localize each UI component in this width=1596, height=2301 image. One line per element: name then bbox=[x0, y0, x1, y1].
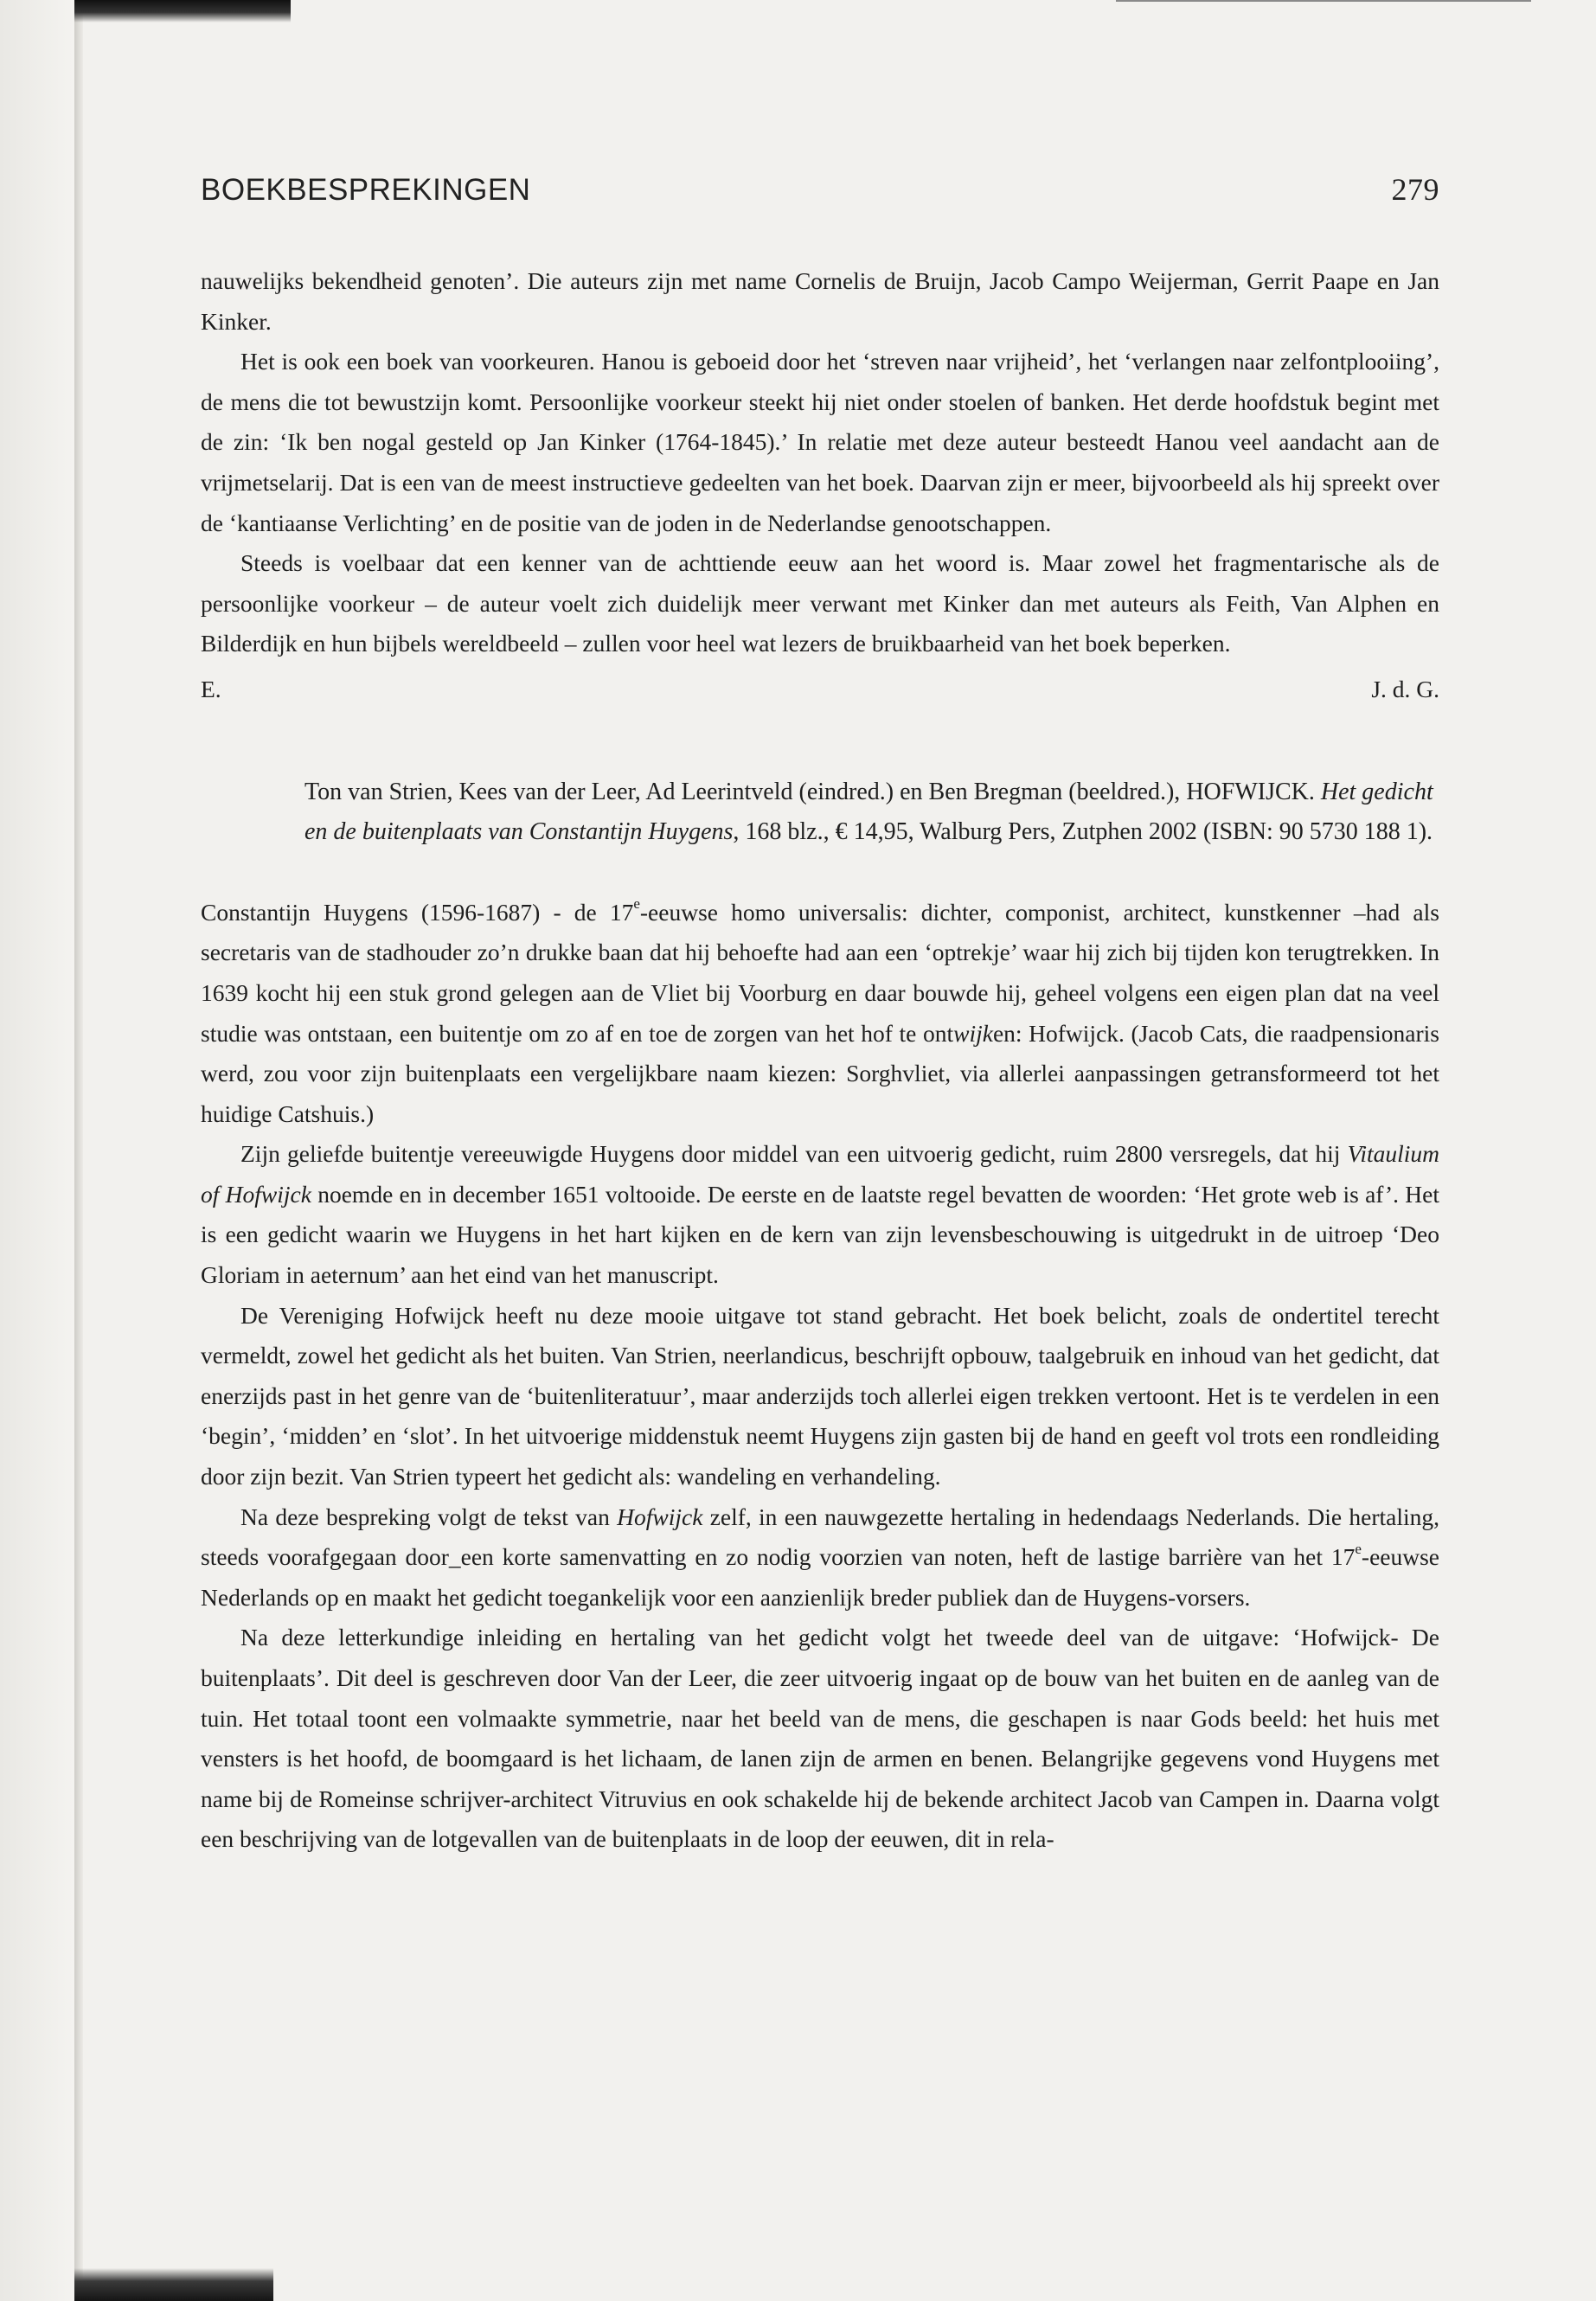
paragraph: Het is ook een boek van voorkeuren. Hanou is geboeid door het ‘streven naar vrijheid’, het ‘verlangen naar zelfontplooiing’, de mens die tot bewustzijn komt. Persoonlijke voorkeur steekt hij niet onder stoelen of banken. Het derde hoofdstuk begint met de zin: ‘Ik ben nogal gesteld op Jan Kinker (1764-1845).’ In relatie met deze auteur besteedt Hanou veel aandacht aan de vrijmetselarij. Dat is een van de meest instructieve gedeelten van het boek. Daarvan zijn er meer, bijvoorbeeld als hij spreekt over de ‘kantiaanse Verlichting’ en de positie van de joden in de Nederlandse genootschappen. bbox=[201, 348, 1439, 536]
scan-corner-artifact bbox=[74, 0, 291, 22]
page-number: 279 bbox=[1391, 172, 1439, 207]
paragraph: Na deze letterkundige inleiding en hertaling van het gedicht volgt het tweede deel van de uitgave: ‘Hofwijck- De buitenplaats’. Dit deel is geschreven door Van der Leer, die zeer uitvoerig ingaat op de bouw van het buiten en de aanleg van de tuin. Het totaal toont een volmaakte symmetrie, naar het beeld van de mens, die geschapen is naar Gods beeld: het huis met vensters is het hoofd, de boomgaard is het lichaam, de lanen zijn de armen en benen. Belangrijke gegevens vond Huygens met name bij de Romeinse schrijver-architect Vitruvius en ook schakelde hij de bekende architect Jacob van Campen in. Daarna volgt een beschrijving van de lotgevallen van de buitenplaats in de loop der eeuwen, dit in rela- bbox=[201, 1624, 1439, 1853]
book-details: , 168 blz., € 14,95, Walburg Pers, Zutphen 2002 (ISBN: 90 5730 188 1). bbox=[733, 818, 1433, 846]
paragraph: nauwelijks bekendheid genoten’. Die auteurs zijn met name Cornelis de Bruijn, Jacob Campo Weijerman, Gerrit Paape en Jan Kinker. bbox=[201, 267, 1439, 335]
paragraph: Steeds is voelbaar dat een kenner van de achttiende eeuw aan het woord is. Maar zowel het fragmentarische als de persoonlijke voorkeur – de auteur voelt zich duidelijk meer verwant met Kinker dan met auteurs als Feith, Van Alphen en Bilderdijk en hun bijbels wereldbeeld – zullen voor heel wat lezers de bruikbaarheid van het boek beperken. bbox=[201, 549, 1439, 657]
text-run: en: Hofwijck. (Jacob Cats, die raadpensionaris werd, zou voor zijn buitenplaats een vergelijkbare naam kiezen: Sorghvliet, via allerlei aanpassingen getransformeerd tot het huidige Catshuis.) bbox=[201, 1019, 1439, 1127]
text-run: -eeuwse Nederlands op en maakt het gedicht toegankelijk voor een aanzienlijk breder publiek dan de Huygens-vorsers. bbox=[201, 1543, 1439, 1611]
text-run: noemde en in december 1651 voltooide. De eerste en de laatste regel bevatten de woorden: ‘Het grote web is af’. Het is een gedicht waarin we Huygens in het hart kijken en de kern van zijn levensbeschouwing is uitgedrukt in de uitroep ‘Deo Gloriam in aeternum’ aan het eind van het manuscript. bbox=[201, 1180, 1439, 1289]
bibliographic-entry bbox=[304, 772, 1439, 853]
binding-shadow bbox=[74, 0, 83, 2301]
superscript: e bbox=[1355, 1540, 1362, 1557]
text-run: Zijn geliefde buitentje vereeuwigde Huygens door middel van een uitvoerig gedicht, ruim 2800 versregels, dat hij bbox=[240, 1140, 1348, 1168]
book-authors: Ton van Strien, Kees van der Leer, Ad Leerintveld (eindred.) en Ben Bregman (beeldred.), bbox=[304, 778, 1181, 805]
italic-run: wijk bbox=[953, 1019, 993, 1047]
text-run: Constantijn Huygens (1596-1687) - de 17 bbox=[201, 898, 634, 926]
text-run: -eeuwse homo universalis: dichter, componist, architect, kunstkenner –had als secretaris van de stadhouder zo’n drukke baan dat hij behoefte had aan een ‘optrekje’ waar hij zich bij tijden kon terugtrekken. In 1639 kocht hij een stuk grond gelegen aan de Vliet bij Voorburg en daar bouwde hij, geheel volgens een eigen plan dat na veel studie was ontstaan, een buitentje om zo af en toe de zorgen van het hof te ont bbox=[201, 898, 1439, 1047]
book-page bbox=[201, 170, 1439, 1860]
italic-run: Vitaulium of Hofwijck bbox=[201, 1140, 1439, 1208]
paragraph bbox=[201, 893, 1439, 1135]
running-head bbox=[201, 170, 1439, 221]
section-title: BOEKBESPREKINGEN bbox=[201, 173, 531, 207]
text-run: zelf, in een nauwgezette hertaling in hedendaags Nederlands. Die hertaling, steeds voorafgegaan door_een korte samenvatting en zo nodig voorzien van noten, heft de lastige barrière van het 17 bbox=[201, 1503, 1440, 1571]
superscript: e bbox=[633, 895, 640, 913]
paragraph: De Vereniging Hofwijck heeft nu deze mooie uitgave tot stand gebracht. Het boek belicht, zoals de ondertitel terecht vermeldt, zowel het gedicht als het buiten. Van Strien, neerlandicus, beschrijft opbouw, taalgebruik en inhoud van het gedicht, dat enerzijds past in het genre van de ‘buitenliteratuur’, maar anderzijds toch allerlei eigen trekken vertoont. Het is te verdelen in een ‘begin’, ‘midden’ en ‘slot’. In het uitvoerige middenstuk neemt Huygens zijn gasten bij de hand en geeft vol trots een rondleiding door zijn bezit. Van Strien typeert het gedicht als: wandeling en verhandeling. bbox=[201, 1301, 1439, 1490]
book-title-caps: HOFWIJCK. bbox=[1186, 778, 1315, 805]
italic-run: Hofwijck bbox=[617, 1503, 703, 1530]
review-continuation bbox=[201, 261, 1439, 710]
paragraph bbox=[201, 1134, 1439, 1295]
scan-corner-artifact-bottom bbox=[74, 2268, 273, 2301]
reviewer-initials: J. d. G. bbox=[1371, 675, 1439, 702]
text-run: Na deze bespreking volgt de tekst van bbox=[240, 1503, 618, 1530]
paragraph bbox=[201, 1497, 1439, 1618]
review-signature bbox=[201, 670, 1439, 710]
review-body bbox=[201, 893, 1439, 1860]
scan-edge-line bbox=[1116, 0, 1531, 2]
signature-place: E. bbox=[201, 675, 221, 702]
scan-margin bbox=[0, 0, 74, 2301]
book-title: Het gedicht en de buitenplaats van Constantijn Huygens bbox=[304, 778, 1433, 846]
